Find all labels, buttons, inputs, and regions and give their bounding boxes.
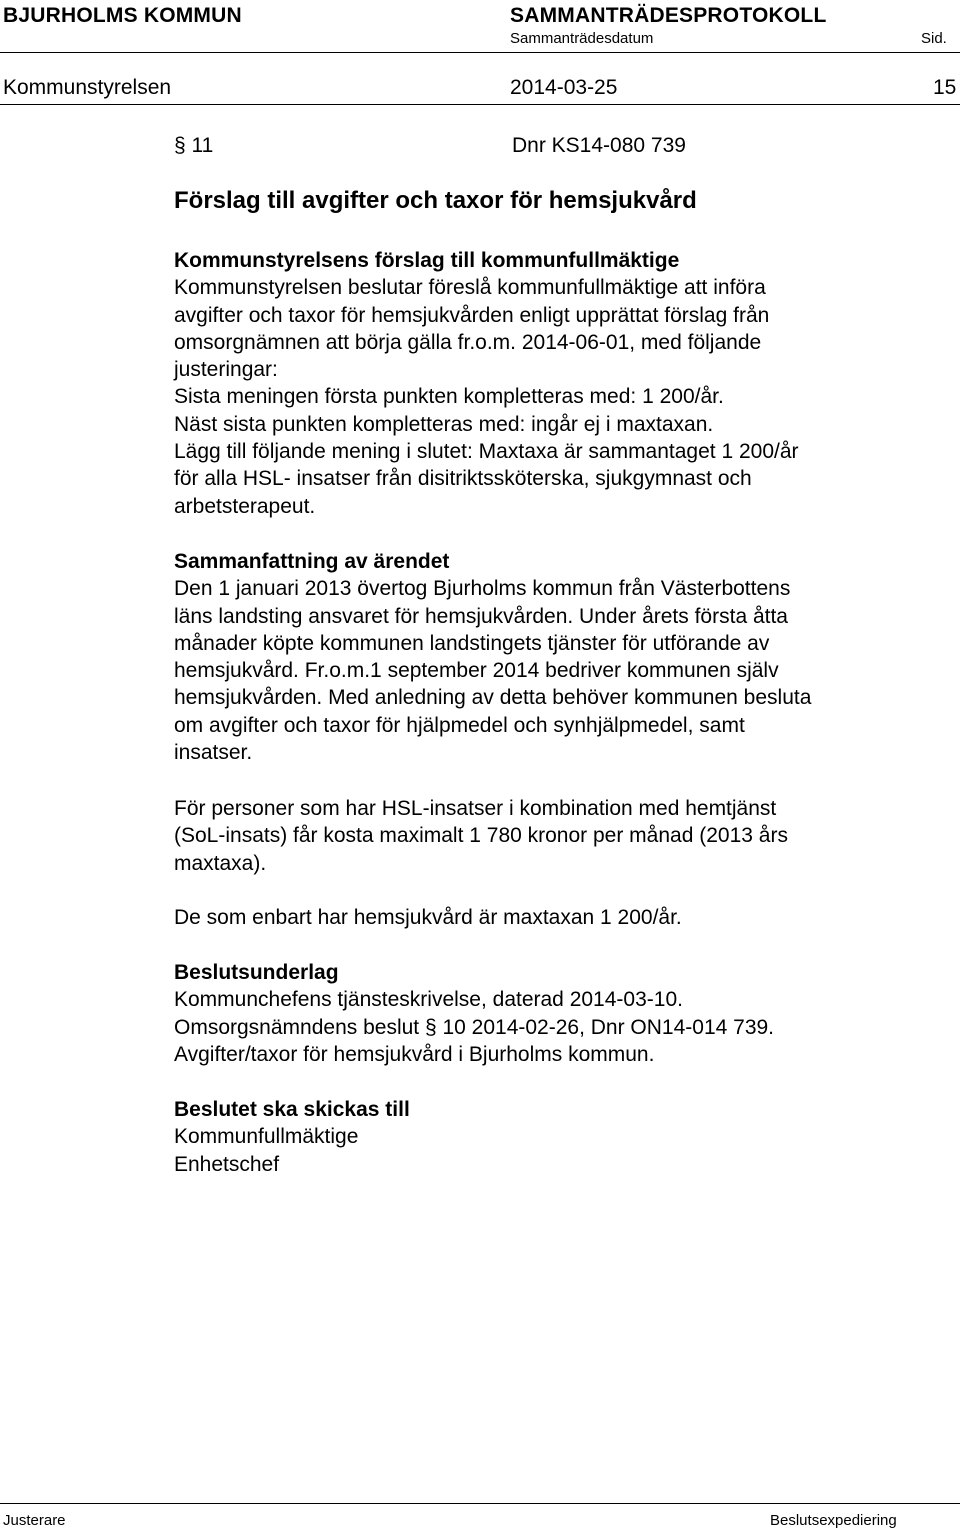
recipient-line: Kommunfullmäktige: [174, 1125, 359, 1149]
committee-name: Kommunstyrelsen: [3, 76, 172, 99]
summary-line: hemsjukvården. Med anledning av detta behöver kommunen besluta: [174, 686, 812, 710]
item-title: Förslag till avgifter och taxor för hemsjukvård: [174, 187, 697, 214]
document-type: SAMMANTRÄDESPROTOKOLL: [510, 4, 827, 27]
footer-left-label: Justerare: [3, 1512, 66, 1529]
meeting-date: 2014-03-25: [510, 76, 618, 99]
recipients-section: [174, 1096, 914, 1178]
organization-name: BJURHOLMS KOMMUN: [3, 4, 242, 27]
summary-line: (SoL-insats) får kosta maximalt 1 780 kronor per månad (2013 års: [174, 824, 788, 848]
meta-divider: [0, 104, 960, 105]
recipients-heading: Beslutet ska skickas till: [174, 1098, 410, 1121]
proposal-heading: Kommunstyrelsens förslag till kommunfullmäktige: [174, 249, 680, 272]
summary-line: insatser.: [174, 741, 253, 765]
summary-heading: Sammanfattning av ärendet: [174, 550, 450, 573]
summary-line: hemsjukvård. Fr.o.m.1 september 2014 bedriver kommunen själv: [174, 659, 779, 683]
summary-paragraph-2: [174, 795, 914, 877]
basis-line: Avgifter/taxor för hemsjukvård i Bjurholms kommun.: [174, 1042, 655, 1066]
header-divider: [0, 52, 960, 53]
proposal-line: Kommunstyrelsen beslutar föreslå kommunfullmäktige att införa: [174, 276, 766, 300]
footer-divider: [0, 1503, 960, 1504]
summary-line: månader köpte kommunen landstingets tjänster för utförande av: [174, 631, 770, 655]
basis-heading: Beslutsunderlag: [174, 961, 339, 984]
proposal-line: arbetsterapeut.: [174, 494, 316, 518]
summary-line: För personer som har HSL-insatser i kombination med hemtjänst: [174, 797, 777, 820]
recipient-line: Enhetschef: [174, 1152, 280, 1176]
basis-section: [174, 959, 914, 1068]
summary-section: [174, 548, 914, 766]
section-number: § 11: [174, 134, 214, 157]
page-label: Sid.: [921, 30, 947, 47]
summary-line: Den 1 januari 2013 övertog Bjurholms kommun från Västerbottens: [174, 577, 791, 601]
basis-line: Omsorgsnämndens beslut § 10 2014-02-26, Dnr ON14-014 739.: [174, 1015, 775, 1039]
proposal-line: justeringar:: [174, 358, 278, 382]
proposal-line: Näst sista punkten kompletteras med: ingår ej i maxtaxan.: [174, 412, 714, 436]
summary-line: läns landsting ansvaret för hemsjukvården. Under årets första åtta: [174, 604, 788, 628]
proposal-line: Lägg till följande mening i slutet: Maxtaxa är sammantaget 1 200/år: [174, 440, 799, 464]
footer-right-label: Beslutsexpediering: [770, 1512, 897, 1529]
diary-number: Dnr KS14-080 739: [512, 134, 686, 157]
summary-line: om avgifter och taxor för hjälpmedel och synhjälpmedel, samt: [174, 713, 745, 737]
basis-line: Kommunchefens tjänsteskrivelse, daterad 2014-03-10.: [174, 988, 683, 1012]
summary-line: maxtaxa).: [174, 851, 267, 875]
proposal-section: [174, 247, 914, 520]
summary-line: De som enbart har hemsjukvård är maxtaxan 1 200/år.: [174, 906, 682, 929]
proposal-line: omsorgnämnen att börja gälla fr.o.m. 2014-06-01, med följande: [174, 330, 762, 354]
proposal-line: avgifter och taxor för hemsjukvården enligt upprättat förslag från: [174, 303, 770, 327]
summary-paragraph-3: [174, 904, 914, 931]
proposal-line: Sista meningen första punkten kompletteras med: 1 200/år.: [174, 385, 724, 409]
page-number: 15: [933, 76, 957, 99]
meeting-date-label: Sammanträdesdatum: [510, 30, 654, 47]
proposal-line: för alla HSL- insatser från disitriktssköterska, sjukgymnast och: [174, 467, 752, 491]
